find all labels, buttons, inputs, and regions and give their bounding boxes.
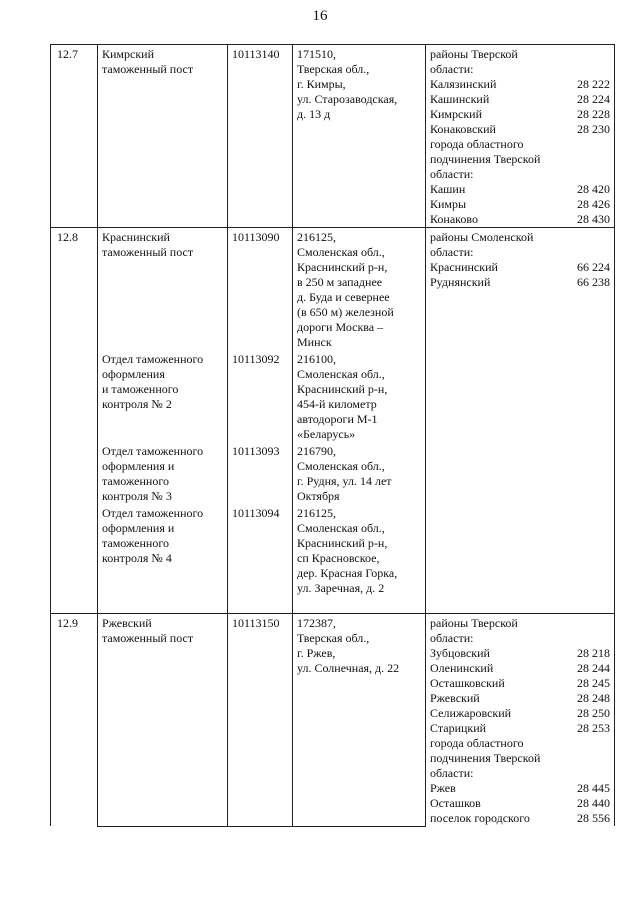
region-name: области:: [430, 62, 474, 76]
region-name: Оленинский: [430, 661, 494, 675]
region-name: Краснинский: [430, 260, 498, 274]
address-cell: [293, 504, 426, 596]
row-number-cell: [51, 228, 98, 614]
region-name: Кашинский: [430, 92, 490, 106]
unit-name-cell: [98, 614, 228, 822]
unit-name-line: контроля № 2: [102, 397, 172, 411]
unit-code-cell: [228, 228, 293, 351]
region-code: 66 224: [577, 260, 610, 274]
region-code: 28 222: [577, 77, 610, 91]
unit-name-line: оформления: [102, 367, 165, 381]
address-line: Смоленская обл.,: [297, 459, 385, 473]
address-cell: [293, 350, 426, 442]
unit-code: 10113140: [232, 47, 280, 61]
unit-code-cell: [228, 45, 293, 211]
address-line: 172387,: [297, 616, 336, 630]
unit-name-line: контроля № 4: [102, 551, 172, 565]
address-line: Краснинский р-н,: [297, 382, 388, 396]
region-name: районы Тверской: [430, 616, 518, 630]
unit-name-line: и таможенного: [102, 382, 179, 396]
region-code: 28 556: [577, 811, 610, 825]
region-name: области:: [430, 245, 474, 259]
unit-name-cell: [98, 228, 228, 351]
address-line: ул. Солнечная, д. 22: [297, 661, 400, 675]
address-line: автодороги М-1: [297, 412, 378, 426]
unit-name-line: оформления и: [102, 521, 175, 535]
region-name: города областного: [430, 137, 524, 151]
region-code: 66 238: [577, 275, 610, 289]
region-name: подчинения Тверской: [430, 751, 541, 765]
address-line: Тверская обл.,: [297, 62, 370, 76]
unit-name-line: Отдел таможенного: [102, 506, 204, 520]
address-line: 216125,: [297, 506, 336, 520]
region-name: Осташков: [430, 796, 481, 810]
region-name: Руднянский: [430, 275, 491, 289]
region-name: Ржев: [430, 781, 456, 795]
address-line: Краснинский р-н,: [297, 260, 388, 274]
unit-name-line: оформления и: [102, 459, 175, 473]
unit-name-line: таможенного: [102, 536, 169, 550]
unit-code-cell: [228, 350, 293, 442]
address-line: 454-й километр: [297, 397, 377, 411]
unit-code-cell: [228, 614, 293, 822]
spacer-cell: [228, 210, 293, 228]
address-cell: [293, 442, 426, 504]
unit-code-cell: [228, 504, 293, 596]
address-line: г. Кимры,: [297, 77, 346, 91]
region-name: Ржевский: [430, 691, 480, 705]
unit-name-line: Отдел таможенного: [102, 352, 204, 366]
unit-code-cell: [228, 442, 293, 504]
region-name: поселок городского: [430, 811, 530, 825]
customs-posts-table: [50, 44, 615, 827]
address-line: г. Ржев,: [297, 646, 336, 660]
address-line: Смоленская обл.,: [297, 367, 385, 381]
unit-name-line: Отдел таможенного: [102, 444, 204, 458]
unit-name-cell: [98, 442, 228, 504]
region-code: 28 440: [577, 796, 610, 810]
address-cell: [293, 228, 426, 351]
row-number-cell: [51, 614, 98, 827]
unit-name-cell: [98, 504, 228, 596]
region-name: Зубцовский: [430, 646, 490, 660]
region-name: города областного: [430, 736, 524, 750]
region-name: Кимрский: [430, 107, 483, 121]
address-line: 216100,: [297, 352, 336, 366]
region-name: области:: [430, 631, 474, 645]
unit-code: 10113092: [232, 352, 280, 366]
address-line: сп Красновское,: [297, 551, 380, 565]
regions-list: [430, 47, 610, 227]
unit-name-line: Ржевский: [102, 616, 152, 630]
unit-name-cell: [98, 45, 228, 211]
regions-list: [430, 230, 610, 290]
address-line: 216790,: [297, 444, 336, 458]
row-number-cell: [51, 45, 98, 228]
spacer-cell: [293, 596, 426, 614]
unit-name-line: таможенный пост: [102, 631, 194, 645]
spacer-cell: [98, 822, 228, 827]
region-name: подчинения Тверской: [430, 152, 541, 166]
region-name: районы Тверской: [430, 47, 518, 61]
address-line: в 250 м западнее: [297, 275, 383, 289]
table-row: [51, 228, 615, 351]
row-number: 12.8: [57, 230, 78, 244]
regions-cell: [426, 228, 615, 614]
address-line: д. Буда и севернее: [297, 290, 390, 304]
unit-name-cell: [98, 350, 228, 442]
spacer-cell: [293, 822, 426, 827]
address-line: Тверская обл.,: [297, 631, 370, 645]
region-name: области:: [430, 766, 474, 780]
region-code: 28 248: [577, 691, 610, 705]
region-name: Кашин: [430, 182, 466, 196]
address-line: Смоленская обл.,: [297, 521, 385, 535]
address-line: 216125,: [297, 230, 336, 244]
region-code: 28 250: [577, 706, 610, 720]
region-code: 28 224: [577, 92, 610, 106]
region-code: 28 228: [577, 107, 610, 121]
region-code: 28 218: [577, 646, 610, 660]
region-code: 28 445: [577, 781, 610, 795]
address-line: Краснинский р-н,: [297, 536, 388, 550]
regions-list: [430, 616, 610, 826]
address-line: дер. Красная Горка,: [297, 566, 398, 580]
address-line: 171510,: [297, 47, 336, 61]
region-code: 28 245: [577, 676, 610, 690]
address-cell: [293, 614, 426, 822]
address-line: (в 650 м) железной: [297, 305, 394, 319]
table-row: [51, 614, 615, 822]
region-code: 28 426: [577, 197, 610, 211]
unit-name-line: таможенный пост: [102, 245, 194, 259]
address-line: г. Рудня, ул. 14 лет: [297, 474, 392, 488]
address-line: Минск: [297, 335, 332, 349]
spacer-cell: [228, 596, 293, 614]
address-line: дороги Москва –: [297, 320, 384, 334]
address-line: «Беларусь»: [297, 427, 356, 441]
address-line: Октября: [297, 489, 340, 503]
region-code: 28 430: [577, 212, 610, 226]
spacer-cell: [228, 822, 293, 827]
region-name: Старицкий: [430, 721, 487, 735]
region-name: районы Смоленской: [430, 230, 534, 244]
region-code: 28 244: [577, 661, 610, 675]
region-name: Осташковский: [430, 676, 505, 690]
address-line: ул. Старозаводская,: [297, 92, 398, 106]
region-name: Конаковский: [430, 122, 496, 136]
address-line: Смоленская обл.,: [297, 245, 385, 259]
region-name: области:: [430, 167, 474, 181]
region-code: 28 420: [577, 182, 610, 196]
region-code: 28 253: [577, 721, 610, 735]
table-body: [51, 45, 615, 827]
address-cell: [293, 45, 426, 211]
spacer-cell: [98, 210, 228, 228]
regions-cell: [426, 45, 615, 228]
region-name: Калязинский: [430, 77, 497, 91]
spacer-cell: [98, 596, 228, 614]
unit-name-line: Кимрский: [102, 47, 155, 61]
regions-cell: [426, 614, 615, 827]
spacer-cell: [293, 210, 426, 228]
region-code: 28 230: [577, 122, 610, 136]
row-number: 12.9: [57, 616, 78, 630]
unit-name-line: контроля № 3: [102, 489, 172, 503]
unit-code: 10113090: [232, 230, 280, 244]
address-line: ул. Заречная, д. 2: [297, 581, 385, 595]
region-name: Селижаровский: [430, 706, 512, 720]
address-line: д. 13 д: [297, 107, 331, 121]
unit-name-line: Краснинский: [102, 230, 170, 244]
unit-name-line: таможенного: [102, 474, 169, 488]
page-number: 16: [312, 8, 328, 24]
unit-code: 10113150: [232, 616, 280, 630]
unit-code: 10113093: [232, 444, 280, 458]
row-number: 12.7: [57, 47, 78, 61]
unit-code: 10113094: [232, 506, 280, 520]
region-name: Конаково: [430, 212, 478, 226]
table-row: [51, 45, 615, 211]
unit-name-line: таможенный пост: [102, 62, 194, 76]
region-name: Кимры: [430, 197, 467, 211]
